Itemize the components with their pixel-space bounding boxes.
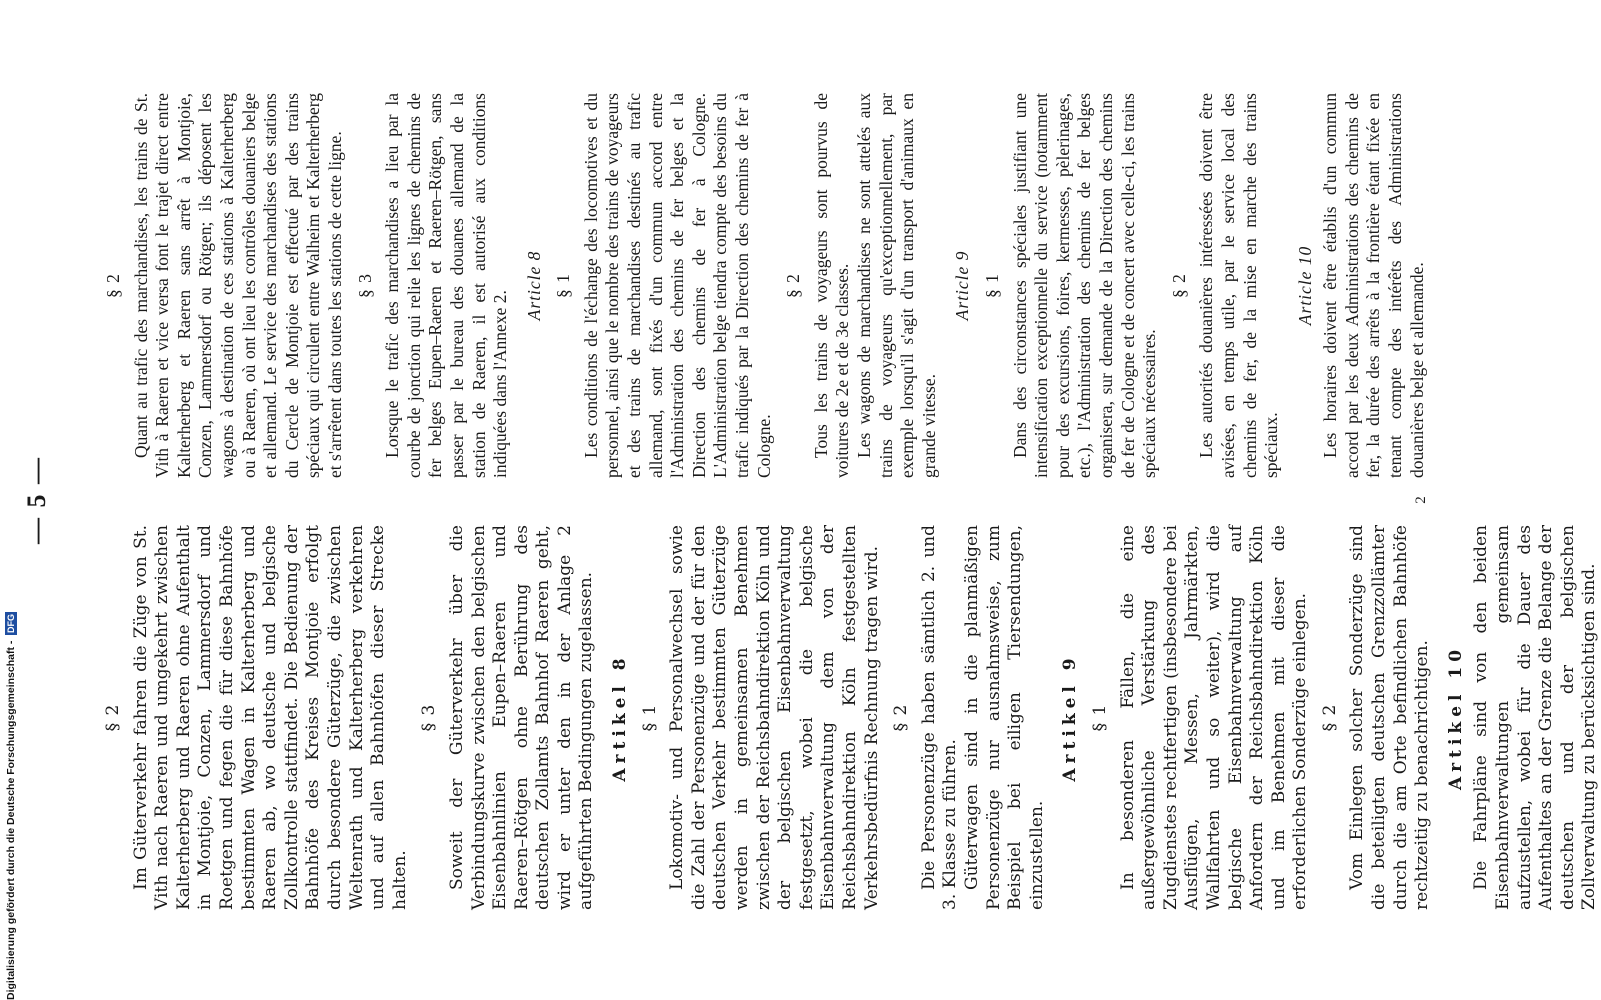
article-heading: Article 9 (952, 250, 973, 321)
section-heading: § 1 (639, 703, 660, 732)
paragraph: Lorsque le trafic des marchandises a lieu par la courbe de jonction qui relie les lignes de chemins de fer belges Eupen–Raeren et Raeren–Rötgen, sans passer par le bureau des douanes allemand de la station de Raeren, il est autorisé aux conditions indiquées dans l'Annexe 2. (382, 93, 511, 478)
paragraph: Die Fahrpläne sind von den beiden Eisenbahnverwaltungen gemeinsam aufzustellen, wobei für die Dauer des Aufenthaltes an der Grenze die Belange der deutschen und der belgischen Zollverwaltung zu berücksichtigen sind. (1471, 525, 1600, 910)
section-heading: § 1 (1089, 703, 1110, 732)
french-column (95, 93, 1428, 478)
paragraph: In besonderen Fällen, die eine außergewöhnliche Verstärkung des Zugdienstes rechtfertigen (insbesondere bei Ausflügen, Messen, Jahrmärkten, Wallfahrten und so weiter), wird die belgische Eisenbahnverwaltung auf Anfordern der Reichsbahndirektion Köln und im Benehmen mit dieser die erforderlichen Sonderzüge einlegen. (1117, 525, 1311, 910)
section-heading: § 3 (419, 703, 440, 732)
paragraph: Güterwagen sind in die planmäßigen Personenzüge nur ausnahmsweise, zum Beispiel bei eiligen Tiersendungen, einzustellen. (961, 525, 1047, 910)
article-heading: Article 8 (523, 250, 544, 321)
german-column (95, 525, 1601, 910)
paragraph: Vom Einlegen solcher Sonderzüge sind die beteiligten deutschen Grenzzollämter durch die am Orte befindlichen Bahnhöfe rechtzeitig zu benachrichtigen. (1347, 525, 1433, 910)
paragraph: Les conditions de l'échange des locomotives et du personnel, ainsi que le nombre des trains de voyageurs et des trains de marchandises destinés au trafic allemand, sont fixés d'un commun accord entre l'Administration des chemins de fer belges et la Direction des chemins de fer à Cologne. L'Administration belge tiendra compte des besoins du trafic indiqués par la Direction des chemins de fer à Cologne. (580, 93, 774, 478)
paragraph: Quant au trafic des marchandises, les trains de St. Vith à Raeren et vice versa font le trajet direct entre Kalterherberg et Raeren sans arrêt à Montjoie, Conzen, Lammersdorf ou Rötgen; ils déposent les wagons à destination de ces stations à Kalterherberg ou à Raeren, où ont lieu les contrôles douaniers belge et allemand. Le service des marchandises des stations du Cercle de Montjoie est effectué par des trains spéciaux qui circulent entre Walheim et Kalterherberg et s'arrêtent dans toutes les stations de cette ligne. (130, 93, 345, 478)
paragraph: Im Güterverkehr fahren die Züge von St. Vith nach Raeren und umgekehrt zwischen Kalterherberg und Raeren ohne Aufenthalt in Montjoie, Conzen, Lammersdorf und Roetgen und fegen die für diese Bahnhöfe bestimmten Wagen in Kalterherberg und Raeren ab, wo deutsche und belgische Zollkontrolle stattfindet. Die Bedienung der Bahnhöfe des Kreises Montjoie erfolgt durch besondere Güterzüge, die zwischen Weltenrath und Kalterherberg verkehren und auf allen Bahnhöfen dieser Strecke halten. (130, 525, 410, 910)
section-heading: § 1 (553, 273, 574, 298)
article-heading: Artikel 8 (610, 653, 631, 782)
section-heading: § 2 (103, 703, 123, 732)
paragraph: Les horaires doivent être établis d'un commun accord par les deux Administrations des chemins de fer, la durée des arrêts à la frontière étant fixée en tenant compte des intérêts des Administrations douanières belge et allemande. (1320, 93, 1427, 478)
section-heading: § 3 (354, 273, 375, 298)
article-heading: Artikel 9 (1060, 653, 1081, 782)
paragraph: Dans des circonstances spéciales justifiant une intensification exceptionnelle du service (notamment pour des excursions, foires, kermesses, pèlerinages, etc.), l'Administration des chemins de fer belges organisera, sur demande de la Direction des chemins de fer de Cologne et de concert avec celle-ci, les trains spéciaux nécessaires. (1009, 93, 1160, 478)
digitization-credit (1, 0, 21, 1000)
paragraph: Les wagons de marchandises ne sont attelés aux trains de voyageurs qu'exceptionnellement, par exemple lorsqu'il s'agit d'un transport d'animaux en grande vitesse. (854, 93, 939, 478)
article-heading: Artikel 10 (1445, 644, 1466, 791)
dfg-logo: DFG (6, 613, 16, 633)
page-number: — 5 — (22, 456, 51, 544)
section-heading: § 1 (981, 273, 1002, 298)
paragraph: Lokomotiv- und Personalwechsel sowie die Zahl der Personenzüge und der für den deutschen Verkehr bestimmten Güterzüge werden in gemeinsamen Benehmen zwischen der Reichsbahndirektion Köln und der belgischen Eisenbahnverwaltung festgesetzt, wobei die belgische Eisenbahnverwaltung dem von der Reichsbahndirektion Köln festgestellten Verkehrsbedürfnis Rechnung tragen wird. (667, 525, 882, 910)
paragraph: Les autorités douanières intéressées doivent être avisées, en temps utile, par le service local des chemins de fer, de la mise en marche des trains spéciaux. (1196, 93, 1282, 478)
paragraph: Soweit der Güterverkehr über die Verbindungskurve zwischen den belgischen Eisenbahnlinien Eupen–Raeren und Raeren–Rötgen ohne Berührung des deutschen Zollamts Bahnhof Raeren geht, wird er unter den in der Anlage 2 aufgeführten Bedingungen zugelassen. (446, 525, 597, 910)
credit-text: Digitalisierung gefördert durch die Deutsche Forschungsgemeinschaft - (5, 640, 17, 1000)
section-heading: § 2 (891, 703, 912, 732)
section-heading: § 2 (1168, 273, 1189, 298)
paragraph: Tous les trains de voyageurs sont pourvus de voitures de 2e et de 3e classes. (810, 93, 853, 478)
section-heading: § 2 (783, 273, 804, 298)
signature-mark: 2 (1413, 496, 1429, 504)
section-heading: § 2 (103, 273, 123, 298)
paragraph: Die Personenzüge haben sämtlich 2. und 3. Klasse zu führen. (918, 525, 961, 910)
section-heading: § 2 (1319, 703, 1340, 732)
article-heading: Article 10 (1294, 245, 1315, 326)
